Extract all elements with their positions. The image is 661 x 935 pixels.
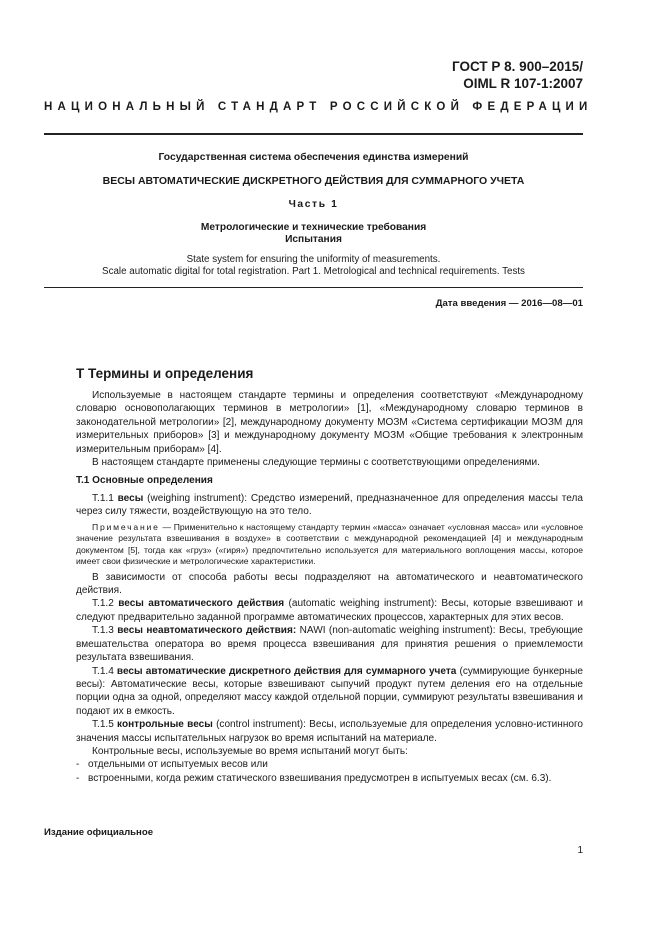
english-title-line-2: Scale automatic digital for total registration. Part 1. Metrological and technical requirements. Tests	[102, 266, 525, 277]
note-paragraph	[76, 522, 583, 568]
list-bullet: -	[76, 759, 80, 771]
t114-text: (суммирующие бункерные весы): Автоматические весы, которые взвешивают сыпучий продукт путем деления его на отдельные порции одна за одной, определяют массу каждой отдельной порции, суммируют результаты взвешивания и подают их в емкость.	[76, 665, 583, 717]
section-title: Т Термины и определения	[76, 366, 254, 381]
list-item	[76, 772, 583, 785]
standard-code	[452, 58, 583, 92]
standard-code-gost: ГОСТ Р 8. 900–2015/	[452, 59, 583, 74]
part-label: Часть 1	[288, 199, 339, 210]
note-text: — Применительно к настоящему стандарту термин «масса» означает «условная масса» или «условное значение результата взвешивания в воздухе» в соответствии с международной рекомендацией [4] и международным документом [5], тогда как «груз» («гиря») предпочтительно используется для материального воплощения массы, которое имеет свои физические и метрологические характеристики.	[76, 521, 583, 567]
document-title: ВЕСЫ АВТОМАТИЧЕСКИЕ ДИСКРЕТНОГО ДЕЙСТВИЯ ДЛЯ СУММАРНОГО УЧЕТА	[102, 175, 525, 187]
english-title	[44, 254, 583, 278]
national-standard-heading: НАЦИОНАЛЬНЫЙ СТАНДАРТ РОССИЙСКОЙ ФЕДЕРАЦИИ	[44, 101, 593, 113]
split-paragraph: В зависимости от способа работы весы подразделяют на автоматического и неавтоматического действия.	[76, 571, 583, 597]
t113-term: весы неавтоматического действия:	[117, 625, 297, 637]
intro-paragraph-1: Используемые в настоящем стандарте термины и определения соответствуют «Международному словарю основополагающих терминов в метрологии» [1], «Международному словарю терминов в законодательной метрологии» [2], международному документу МОЗМ «Система сертификации МОЗМ для измерительных приборов» [3] и международному документу МОЗМ «Общие требования к электронным измерительным приборам» [4].	[76, 390, 583, 455]
subtitle-line-1: Метрологические и технические требования	[200, 222, 427, 233]
t114-number: Т.1.4	[92, 665, 117, 677]
list-item-text: отдельными от испытуемых весов или	[88, 759, 268, 771]
t114-term: весы автоматические дискретного действия для суммарного учета	[116, 665, 457, 677]
t113-number: Т.1.3	[92, 625, 118, 637]
t115-text: (control instrument): Весы, используемые для определения условно-истинного значения массы испытательных нагрузок во время испытаний на материале.	[76, 719, 583, 744]
t115-term: контрольные весы	[117, 719, 213, 731]
subsection-title: Т.1 Основные определения	[76, 475, 213, 487]
t111-number: Т.1.1	[92, 492, 118, 504]
t112-text: (automatic weighing instrument): Весы, которые взвешивают и следуют предварительно заданной программе автоматических процессов, характерных для этих весов.	[76, 598, 583, 623]
t115-number: Т.1.5	[92, 719, 118, 731]
intro-paragraph-2: В настоящем стандарте применены следующие термины с соответствующими определениями.	[92, 457, 540, 469]
definition-t114	[76, 665, 583, 719]
control-intro: Контрольные весы, используемые во время испытаний могут быть:	[92, 745, 408, 757]
title-rule	[44, 287, 583, 288]
header-rule	[44, 133, 583, 135]
list-item-text: встроенными, когда режим статического взвешивания предусмотрен в испытуемых весах (см. 6.3).	[88, 772, 552, 784]
t112-term: весы автоматического действия	[118, 598, 285, 610]
note-label: Примечание	[92, 521, 160, 532]
edition-label: Издание официальное	[44, 827, 154, 838]
page-number: 1	[577, 845, 583, 856]
definition-t113	[76, 624, 583, 664]
t111-text: (weighing instrument): Средство измерений, предназначенное для определения массы тела через силу тяжести, воздействующую на это тело.	[76, 492, 583, 518]
date-of-introduction: Дата введения — 2016—08—01	[435, 298, 583, 309]
definition-t111	[76, 492, 583, 519]
document-subtitle	[44, 222, 583, 246]
subtitle-line-2: Испытания	[285, 234, 342, 245]
list-bullet: -	[76, 772, 80, 784]
t112-number: Т.1.2	[92, 598, 119, 610]
section-body	[76, 389, 583, 785]
t113-text: NAWI (non-automatic weighing instrument): Весы, требующие вмешательства оператора во время процесса взвешивания для принятия решения о приемлемости результата взвешивания.	[76, 625, 583, 664]
standard-code-oiml: OIML R 107-1:2007	[463, 76, 583, 91]
english-title-line-1: State system for ensuring the uniformity of measurements.	[186, 254, 441, 265]
system-title: Государственная система обеспечения единства измерений	[158, 152, 469, 163]
definition-t115	[76, 718, 583, 745]
t111-term: весы	[117, 492, 144, 504]
list-item	[76, 758, 583, 771]
definition-t112	[76, 597, 583, 624]
